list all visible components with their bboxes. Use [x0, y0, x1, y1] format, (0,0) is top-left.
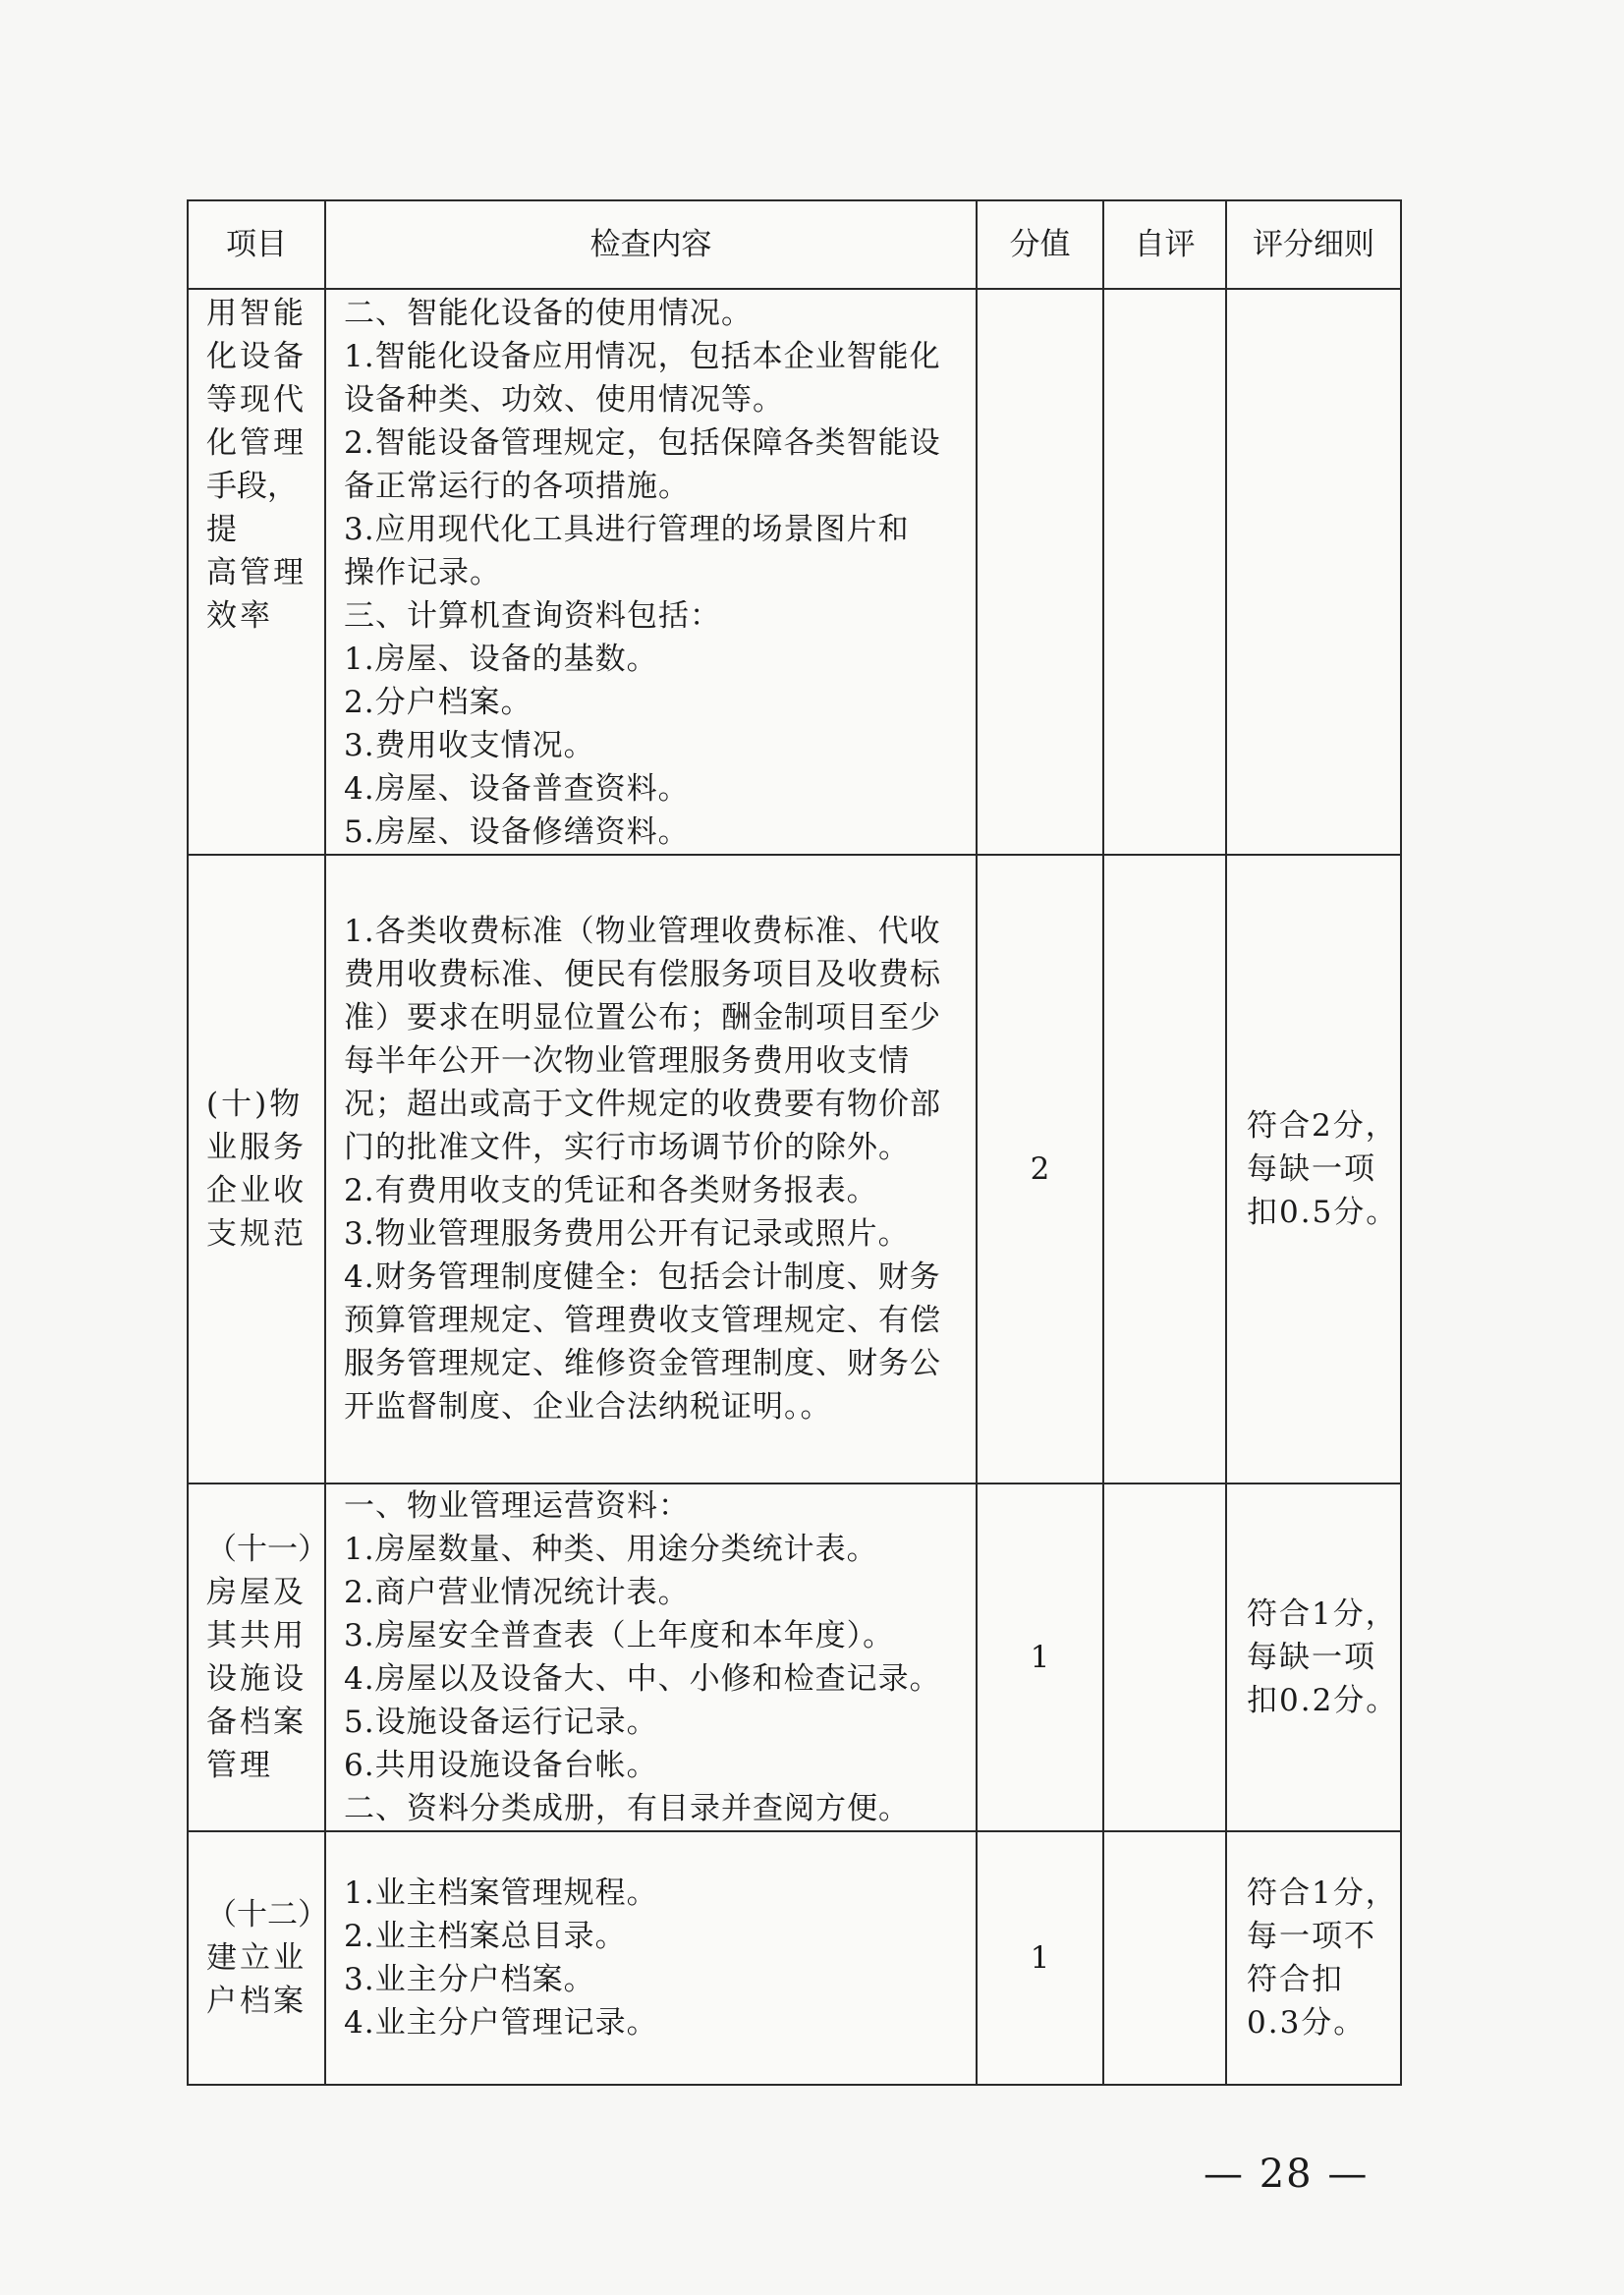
item-line: 建立业 — [206, 1940, 307, 1976]
item-line: 备档案 — [206, 1705, 307, 1740]
row-item — [188, 855, 325, 1483]
table-row — [188, 1483, 1401, 1831]
row-self — [1103, 1483, 1226, 1831]
row-score: 1 — [977, 1483, 1103, 1831]
item-line: 高管理 — [206, 555, 307, 590]
header-score: 分值 — [977, 200, 1103, 289]
content-line: 服务管理规定、维修资金管理制度、财务公 — [344, 1346, 941, 1381]
row-rule — [1226, 1483, 1401, 1831]
content-line: 2.有费用收支的凭证和各类财务报表。 — [344, 1173, 878, 1208]
table-row — [188, 1831, 1401, 2085]
content-line: 费用收费标准、便民有偿服务项目及收费标 — [344, 957, 941, 992]
item-line: 管理 — [206, 1748, 273, 1783]
header-content: 检查内容 — [325, 200, 977, 289]
item-line: 企业收 — [206, 1173, 307, 1208]
row-content — [325, 1483, 977, 1831]
content-line: 开监督制度、企业合法纳税证明。。 — [344, 1389, 832, 1425]
row-rule — [1226, 289, 1401, 855]
item-line: 等现代 — [206, 382, 307, 418]
content-line: 门的批准文件，实行市场调节价的除外。 — [344, 1130, 910, 1165]
item-line: 化设备 — [206, 339, 307, 374]
content-line: 5.设施设备运行记录。 — [344, 1705, 658, 1740]
content-line: 4.财务管理制度健全：包括会计制度、财务 — [344, 1259, 941, 1295]
content-line: 3.业主分户档案。 — [344, 1962, 595, 1997]
rule-line: 0.3分。 — [1247, 2005, 1367, 2041]
table-row — [188, 289, 1401, 855]
item-line: 户档案 — [206, 1984, 307, 2019]
content-line: 1.智能化设备应用情况，包括本企业智能化 — [344, 339, 941, 374]
content-line: 4.业主分户管理记录。 — [344, 2005, 658, 2041]
row-self — [1103, 855, 1226, 1483]
table-header-row — [188, 200, 1401, 289]
row-content — [325, 1831, 977, 2085]
rule-line: 符合1分， — [1247, 1596, 1398, 1632]
row-content — [325, 289, 977, 855]
content-line: 3.应用现代化工具进行管理的场景图片和 — [344, 512, 910, 547]
content-line: 3.物业管理服务费用公开有记录或照片。 — [344, 1216, 910, 1252]
rule-line: 每一项不 — [1247, 1919, 1376, 1954]
item-line: 其共用 — [206, 1618, 307, 1653]
header-self: 自评 — [1103, 200, 1226, 289]
content-line: 一、物业管理运营资料： — [344, 1488, 690, 1524]
content-line: 3.费用收支情况。 — [344, 728, 595, 763]
row-self — [1103, 289, 1226, 855]
rule-line: 符合1分， — [1247, 1875, 1398, 1911]
item-line: 化管理 — [206, 425, 307, 461]
item-line: 设施设 — [206, 1661, 307, 1697]
item-line: 效率 — [206, 598, 273, 634]
content-line: 5.房屋、设备修缮资料。 — [344, 814, 690, 850]
content-line: 况；超出或高于文件规定的收费要有物价部 — [344, 1087, 941, 1122]
inspection-table — [187, 199, 1402, 2086]
rule-line: 扣0.5分。 — [1247, 1195, 1399, 1230]
table-row — [188, 855, 1401, 1483]
rule-line: 符合2分， — [1247, 1108, 1398, 1144]
row-content — [325, 855, 977, 1483]
content-line: 4.房屋、设备普查资料。 — [344, 771, 690, 807]
header-item: 项目 — [188, 200, 325, 289]
content-line: 准）要求在明显位置公布；酬金制项目至少 — [344, 1000, 941, 1036]
item-line: 业服务 — [206, 1130, 307, 1165]
page-number: — 28 — — [1204, 2152, 1370, 2197]
rule-line: 每缺一项 — [1247, 1640, 1376, 1675]
content-line: 备正常运行的各项措施。 — [344, 469, 690, 504]
content-line: 每半年公开一次物业管理服务费用收支情 — [344, 1043, 910, 1079]
row-score: 1 — [977, 1831, 1103, 2085]
content-line: 1.业主档案管理规程。 — [344, 1875, 658, 1911]
rule-line: 每缺一项 — [1247, 1151, 1376, 1187]
header-rule: 评分细则 — [1226, 200, 1401, 289]
content-line: 二、资料分类成册，有目录并查阅方便。 — [344, 1791, 910, 1826]
content-line: 2.智能设备管理规定，包括保障各类智能设 — [344, 425, 941, 461]
row-self — [1103, 1831, 1226, 2085]
content-line: 1.房屋、设备的基数。 — [344, 642, 658, 677]
row-rule — [1226, 855, 1401, 1483]
rule-line: 符合扣 — [1247, 1962, 1344, 1997]
item-line: 用智能 — [206, 296, 307, 331]
item-line: 房屋及 — [206, 1575, 307, 1610]
rule-line: 扣0.2分。 — [1247, 1683, 1399, 1718]
content-line: 设备种类、功效、使用情况等。 — [344, 382, 784, 418]
content-line: 6.共用设施设备台帐。 — [344, 1748, 658, 1783]
content-line: 4.房屋以及设备大、中、小修和检查记录。 — [344, 1661, 941, 1697]
row-item — [188, 1831, 328, 2085]
item-line: 支规范 — [206, 1216, 307, 1252]
content-line: 预算管理规定、管理费收支管理规定、有偿 — [344, 1303, 941, 1338]
content-line: 二、智能化设备的使用情况。 — [344, 296, 753, 331]
item-line: 手段，提 — [206, 469, 298, 547]
item-line: （十二） — [206, 1897, 328, 1932]
item-line: （十一） — [206, 1532, 328, 1567]
content-line: 3.房屋安全普查表（上年度和本年度）。 — [344, 1618, 895, 1653]
content-line: 2.业主档案总目录。 — [344, 1919, 627, 1954]
item-line: (十)物 — [206, 1087, 304, 1122]
content-line: 三、计算机查询资料包括： — [344, 598, 721, 634]
row-item — [188, 1483, 328, 1831]
row-rule — [1226, 1831, 1401, 2085]
row-score: 2 — [977, 855, 1103, 1483]
row-score — [977, 289, 1103, 855]
content-line: 操作记录。 — [344, 555, 501, 590]
content-line: 1.各类收费标准（物业管理收费标准、代收 — [344, 914, 941, 949]
content-line: 1.房屋数量、种类、用途分类统计表。 — [344, 1532, 878, 1567]
content-line: 2.分户档案。 — [344, 685, 532, 720]
content-line: 2.商户营业情况统计表。 — [344, 1575, 690, 1610]
row-item — [188, 289, 325, 855]
